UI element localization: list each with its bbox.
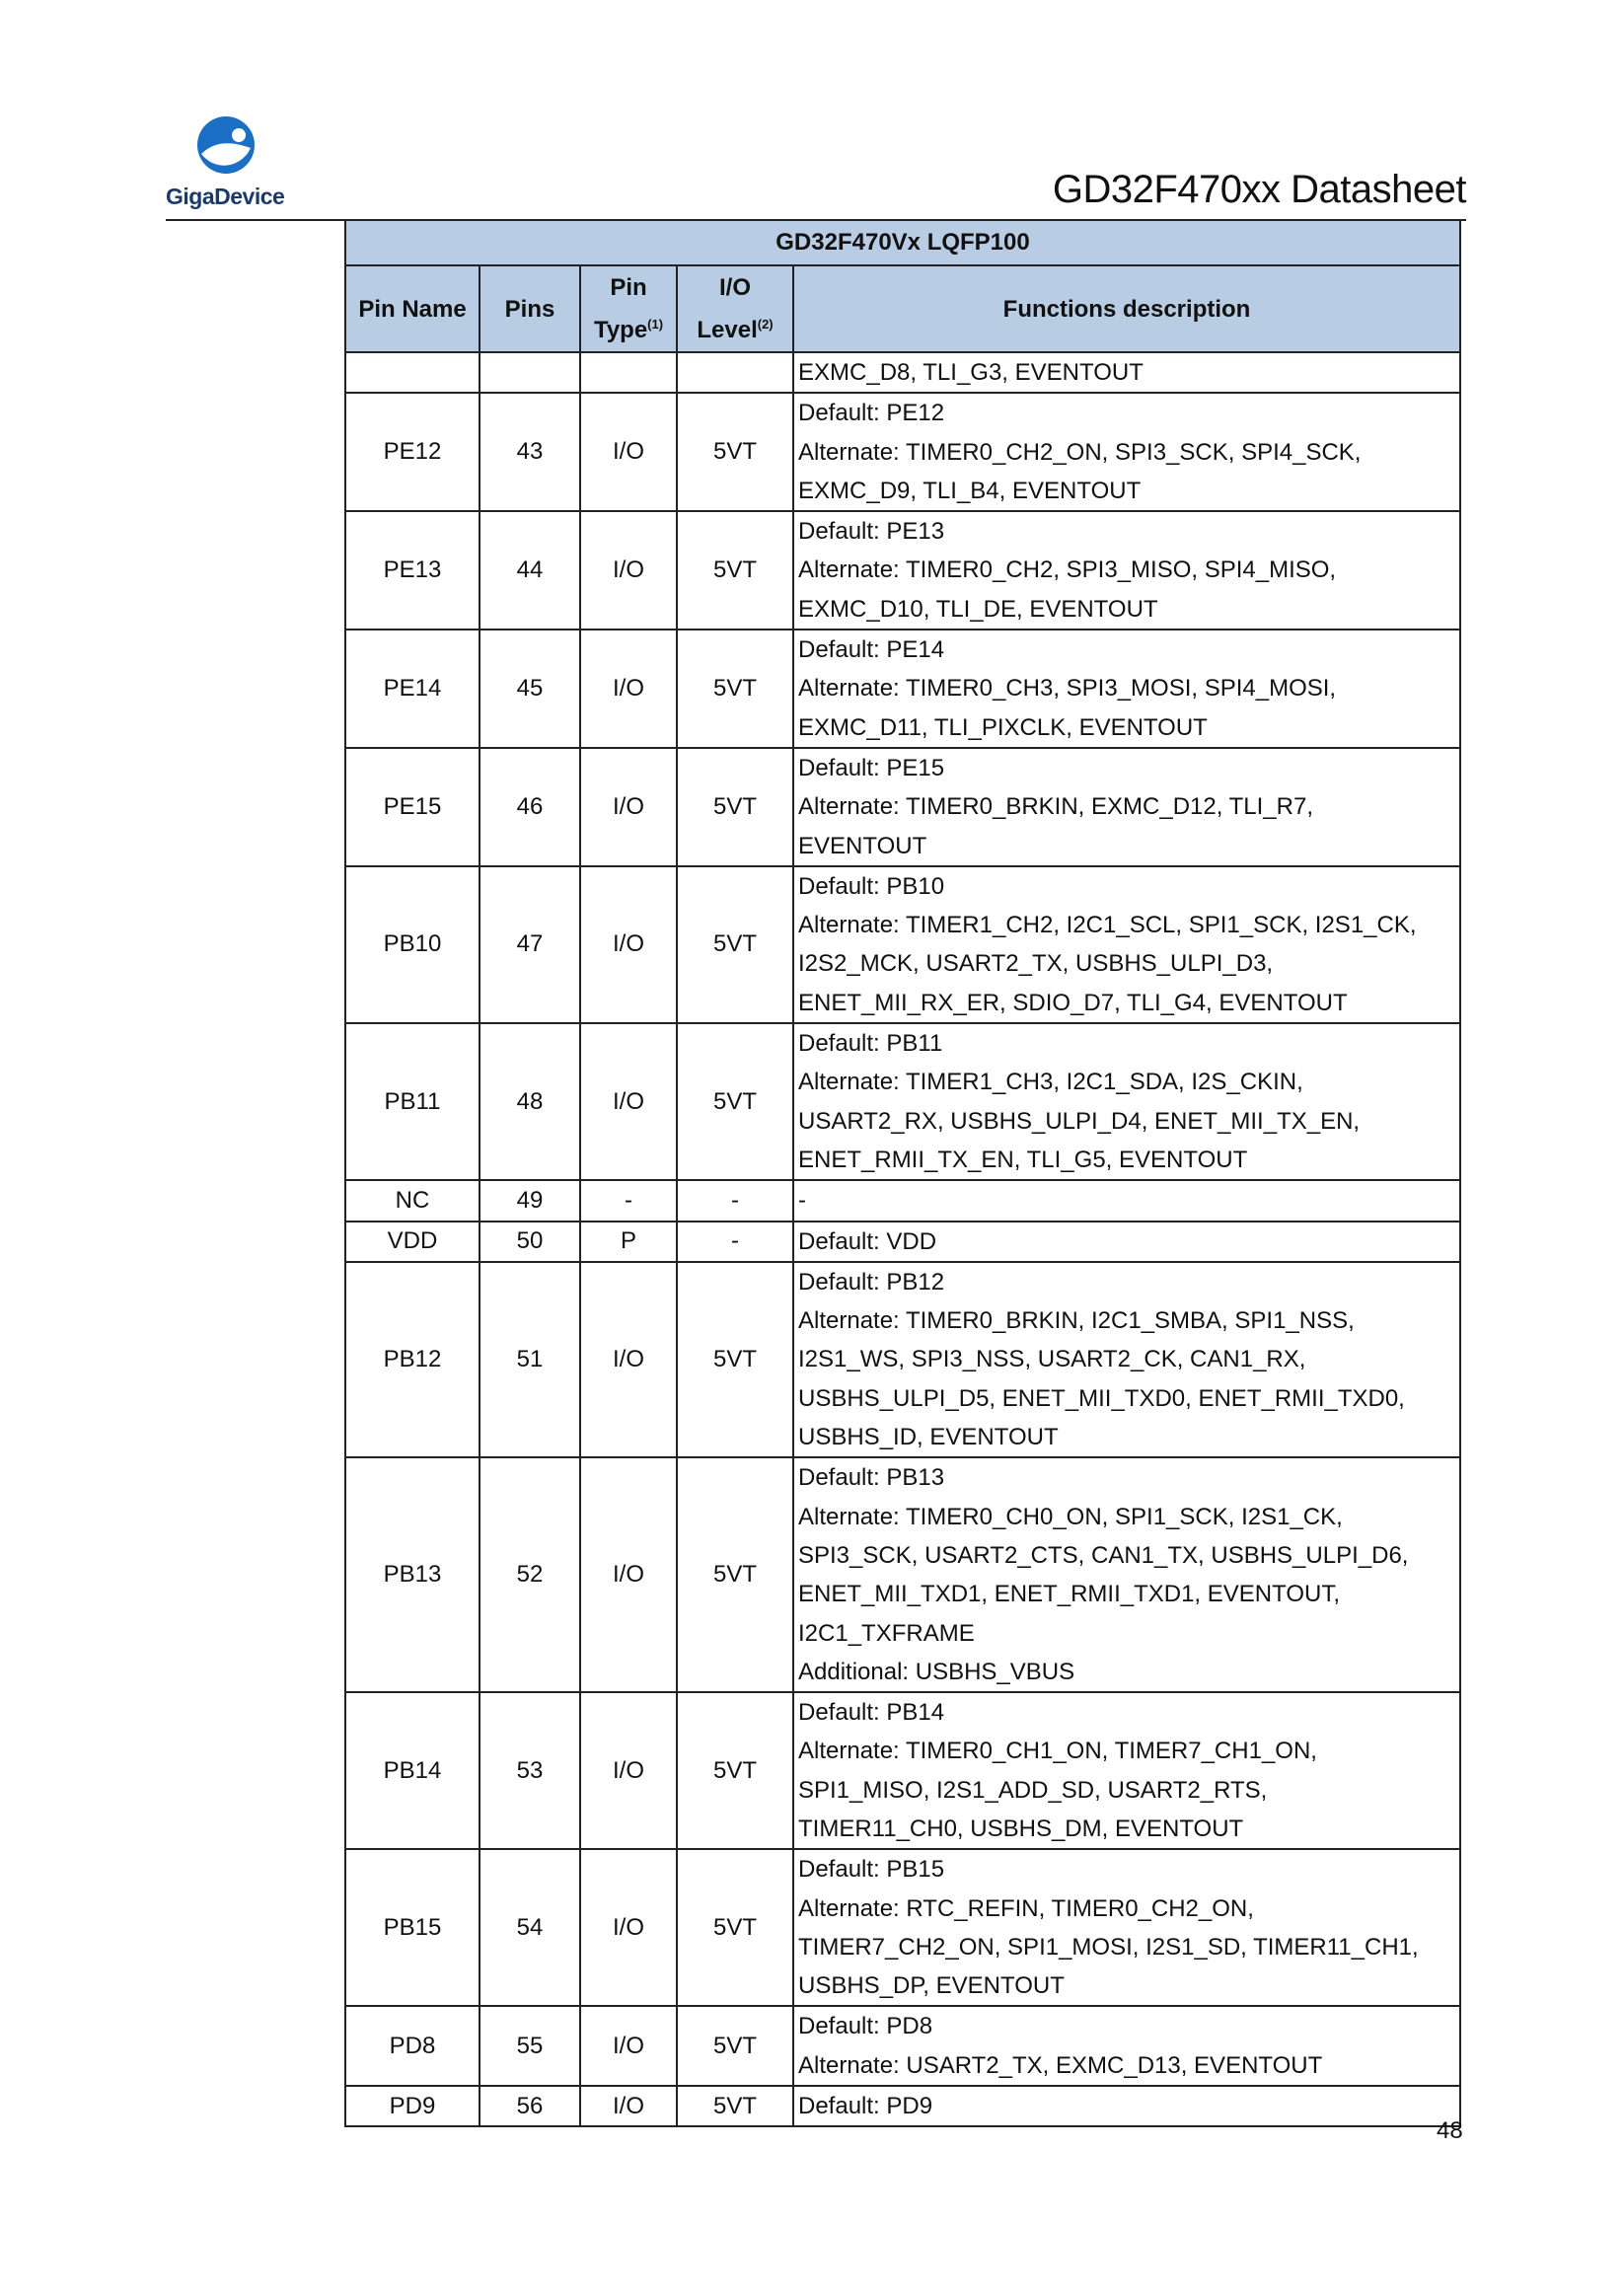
function-line: Default: PB14	[798, 1699, 945, 1727]
function-line: Default: PD9	[798, 2093, 933, 2120]
io-level-cell: 5VT	[677, 2086, 793, 2126]
function-line: EXMC_D8, TLI_G3, EVENTOUT	[798, 359, 1144, 386]
io-level-cell: 5VT	[677, 2006, 793, 2086]
pin-type-line1: Pin	[610, 274, 647, 301]
pin-name-cell: PB10	[345, 866, 480, 1023]
pin-number-cell: 50	[480, 1222, 580, 1262]
table-row	[345, 1222, 1460, 1262]
function-line: Alternate: TIMER1_CH3, I2C1_SDA, I2S_CKIN,	[798, 1069, 1303, 1096]
function-line: Default: PE14	[798, 636, 945, 664]
pin-name-cell: PE12	[345, 393, 480, 511]
pin-name-cell: PB11	[345, 1023, 480, 1180]
pin-name-cell: PE13	[345, 511, 480, 630]
pin-number-cell: 47	[480, 866, 580, 1023]
pin-type-cell: I/O	[580, 2086, 677, 2126]
pin-type-line2: Type	[593, 317, 648, 343]
document-title: GD32F470xx Datasheet	[1052, 168, 1466, 211]
functions-cell	[793, 1262, 1460, 1457]
column-header-io-level	[677, 265, 793, 352]
pin-number-cell: 43	[480, 393, 580, 511]
function-line: Alternate: TIMER0_CH0_ON, SPI1_SCK, I2S1_CK,	[798, 1503, 1343, 1530]
functions-cell	[793, 866, 1460, 1023]
function-line: EVENTOUT	[798, 832, 927, 859]
function-line: Default: PE15	[798, 754, 945, 781]
pin-name-cell: NC	[345, 1180, 480, 1221]
function-line: USBHS_ID, EVENTOUT	[798, 1424, 1059, 1451]
function-line: Alternate: TIMER0_CH1_ON, TIMER7_CH1_ON,	[798, 1738, 1317, 1765]
io-level-cell: 5VT	[677, 1692, 793, 1849]
function-line: Alternate: TIMER0_CH2_ON, SPI3_SCK, SPI4_SCK,	[798, 438, 1362, 466]
io-level-line2: Level	[697, 317, 758, 343]
column-header-functions: Functions description	[793, 265, 1460, 352]
io-level-cell: 5VT	[677, 393, 793, 511]
io-level-cell: 5VT	[677, 1849, 793, 2006]
function-line: Alternate: USART2_TX, EXMC_D13, EVENTOUT	[798, 2051, 1323, 2079]
table-row	[345, 1180, 1460, 1221]
gigadevice-logo	[166, 114, 294, 213]
function-line: ENET_MII_RX_ER, SDIO_D7, TLI_G4, EVENTOUT	[798, 989, 1348, 1016]
pin-type-cell: I/O	[580, 748, 677, 866]
table-row	[345, 748, 1460, 866]
functions-cell	[793, 1849, 1460, 2006]
functions-cell	[793, 393, 1460, 511]
pin-type-footnote: (1)	[647, 317, 664, 332]
pin-name-cell: PD9	[345, 2086, 480, 2126]
pin-name-cell: PE14	[345, 630, 480, 748]
function-line: I2C1_TXFRAME	[798, 1619, 975, 1647]
functions-cell	[793, 352, 1460, 393]
pin-number-cell: 56	[480, 2086, 580, 2126]
pin-type-cell: P	[580, 1222, 677, 1262]
table-row	[345, 1023, 1460, 1180]
functions-cell	[793, 2086, 1460, 2126]
table-row	[345, 511, 1460, 630]
function-line: Default: PE12	[798, 400, 945, 427]
functions-cell	[793, 1457, 1460, 1692]
function-line: USBHS_ULPI_D5, ENET_MII_TXD0, ENET_RMII_TXD0,	[798, 1384, 1405, 1412]
function-line: USART2_RX, USBHS_ULPI_D4, ENET_MII_TX_EN,	[798, 1107, 1361, 1135]
pin-type-cell: I/O	[580, 1262, 677, 1457]
column-header-pins: Pins	[480, 265, 580, 352]
io-level-line1: I/O	[718, 274, 751, 301]
pin-type-cell: I/O	[580, 393, 677, 511]
function-line: Additional: USBHS_VBUS	[798, 1658, 1075, 1685]
io-level-cell: 5VT	[677, 866, 793, 1023]
page-number: 48	[1437, 2117, 1463, 2144]
pin-type-cell: I/O	[580, 2006, 677, 2086]
table-row	[345, 630, 1460, 748]
pin-definition-table	[344, 219, 1461, 2127]
table-row	[345, 2086, 1460, 2126]
table-body	[345, 352, 1460, 2126]
pin-name-cell: VDD	[345, 1222, 480, 1262]
function-line: USBHS_DP, EVENTOUT	[798, 1972, 1065, 2000]
functions-cell	[793, 1222, 1460, 1262]
pin-name-cell: PB12	[345, 1262, 480, 1457]
pin-name-cell: PB15	[345, 1849, 480, 2006]
column-header-pin-name: Pin Name	[345, 265, 480, 352]
functions-cell	[793, 630, 1460, 748]
pin-number-cell: 54	[480, 1849, 580, 2006]
table-row-continuation	[345, 352, 1460, 393]
pin-number-cell: 53	[480, 1692, 580, 1849]
io-level-cell: -	[677, 1222, 793, 1262]
pin-type-cell	[580, 352, 677, 393]
function-line: Alternate: TIMER0_CH3, SPI3_MOSI, SPI4_MOSI,	[798, 675, 1337, 703]
io-level-cell: -	[677, 1180, 793, 1221]
function-line: SPI3_SCK, USART2_CTS, CAN1_TX, USBHS_ULPI_D6,	[798, 1541, 1409, 1569]
table-row	[345, 393, 1460, 511]
function-line: Alternate: TIMER0_CH2, SPI3_MISO, SPI4_MISO,	[798, 556, 1337, 584]
table-row	[345, 866, 1460, 1023]
function-line: I2S1_WS, SPI3_NSS, USART2_CK, CAN1_RX,	[798, 1346, 1306, 1373]
pin-name-cell: PB13	[345, 1457, 480, 1692]
io-level-cell: 5VT	[677, 630, 793, 748]
table-row	[345, 1262, 1460, 1457]
io-level-footnote: (2)	[757, 317, 774, 332]
pin-number-cell: 49	[480, 1180, 580, 1221]
pin-number-cell	[480, 352, 580, 393]
function-line: SPI1_MISO, I2S1_ADD_SD, USART2_RTS,	[798, 1776, 1268, 1804]
function-line: Default: PB12	[798, 1268, 945, 1296]
pin-type-cell: I/O	[580, 866, 677, 1023]
io-level-cell: 5VT	[677, 1457, 793, 1692]
gigadevice-logo-icon	[195, 114, 257, 176]
table-caption: GD32F470Vx LQFP100	[345, 220, 1460, 265]
column-header-pin-type	[580, 265, 677, 352]
pin-name-cell	[345, 352, 480, 393]
pin-number-cell: 51	[480, 1262, 580, 1457]
pin-number-cell: 44	[480, 511, 580, 630]
functions-cell	[793, 511, 1460, 630]
pin-number-cell: 48	[480, 1023, 580, 1180]
pin-type-cell: I/O	[580, 1849, 677, 2006]
table-row	[345, 1457, 1460, 1692]
function-line: ENET_MII_TXD1, ENET_RMII_TXD1, EVENTOUT,	[798, 1581, 1341, 1608]
function-line: Default: PB15	[798, 1856, 945, 1884]
pin-type-cell: I/O	[580, 1692, 677, 1849]
function-line: Default: PD8	[798, 2013, 933, 2040]
function-line: ENET_RMII_TX_EN, TLI_G5, EVENTOUT	[798, 1146, 1248, 1173]
function-line: EXMC_D10, TLI_DE, EVENTOUT	[798, 595, 1158, 623]
pin-number-cell: 46	[480, 748, 580, 866]
function-line: EXMC_D9, TLI_B4, EVENTOUT	[798, 477, 1142, 504]
function-line: Alternate: TIMER0_BRKIN, EXMC_D12, TLI_R7,	[798, 793, 1313, 821]
io-level-cell	[677, 352, 793, 393]
function-line: Default: VDD	[798, 1227, 937, 1255]
function-line: EXMC_D11, TLI_PIXCLK, EVENTOUT	[798, 713, 1208, 741]
pin-type-cell: -	[580, 1180, 677, 1221]
table-row	[345, 1692, 1460, 1849]
function-line: I2S2_MCK, USART2_TX, USBHS_ULPI_D3,	[798, 950, 1274, 978]
functions-cell	[793, 1023, 1460, 1180]
functions-cell	[793, 2006, 1460, 2086]
io-level-cell: 5VT	[677, 1023, 793, 1180]
function-line: Alternate: RTC_REFIN, TIMER0_CH2_ON,	[798, 1894, 1254, 1922]
function-line: TIMER7_CH2_ON, SPI1_MOSI, I2S1_SD, TIMER11_CH1,	[798, 1933, 1419, 1961]
functions-cell	[793, 1692, 1460, 1849]
table-row	[345, 1849, 1460, 2006]
pin-number-cell: 55	[480, 2006, 580, 2086]
pin-name-cell: PB14	[345, 1692, 480, 1849]
function-line: Default: PE13	[798, 518, 945, 546]
functions-cell	[793, 1180, 1460, 1221]
pin-number-cell: 52	[480, 1457, 580, 1692]
pin-name-cell: PE15	[345, 748, 480, 866]
function-line: Alternate: TIMER0_BRKIN, I2C1_SMBA, SPI1_NSS,	[798, 1307, 1355, 1335]
io-level-cell: 5VT	[677, 511, 793, 630]
pin-type-cell: I/O	[580, 1023, 677, 1180]
table-row	[345, 2006, 1460, 2086]
function-line: Default: PB10	[798, 872, 945, 900]
pin-type-cell: I/O	[580, 630, 677, 748]
function-line: -	[798, 1187, 806, 1215]
function-line: TIMER11_CH0, USBHS_DM, EVENTOUT	[798, 1815, 1244, 1842]
function-line: Default: PB11	[798, 1030, 943, 1058]
io-level-cell: 5VT	[677, 748, 793, 866]
function-line: Alternate: TIMER1_CH2, I2C1_SCL, SPI1_SCK, I2S1_CK,	[798, 912, 1417, 939]
logo-text: GigaDevice	[166, 184, 285, 209]
pin-name-cell: PD8	[345, 2006, 480, 2086]
io-level-cell: 5VT	[677, 1262, 793, 1457]
pin-number-cell: 45	[480, 630, 580, 748]
functions-cell	[793, 748, 1460, 866]
pin-type-cell: I/O	[580, 511, 677, 630]
pin-type-cell: I/O	[580, 1457, 677, 1692]
function-line: Default: PB13	[798, 1464, 945, 1492]
